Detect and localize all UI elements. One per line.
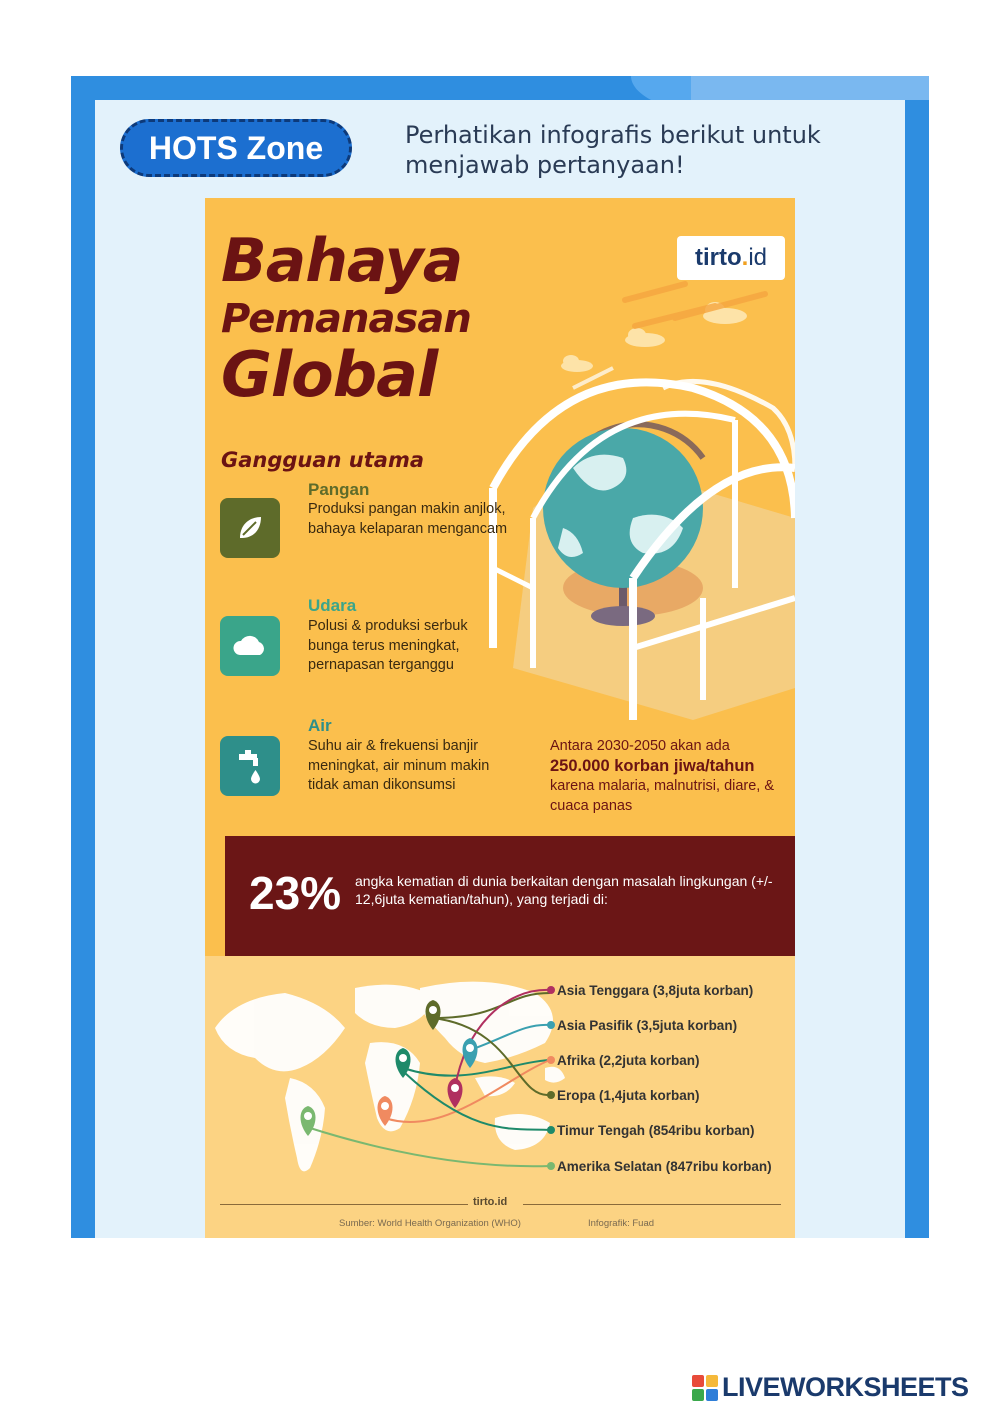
region-asia-pasifik: Asia Pasifik (3,5juta korban) [557,1018,738,1033]
liveworksheets-brand [692,1372,969,1403]
instruction-text: Perhatikan infografis berikut untuk menjawab pertanyaan! [405,121,821,179]
region-amerika-selatan: Amerika Selatan (847ribu korban) [557,1159,772,1174]
designer-credit: Infografik: Fuad [588,1218,655,1229]
region-asia-tenggara: Asia Tenggara (3,8juta korban) [557,983,754,998]
hots-zone-badge [120,119,352,177]
category-title-pangan: Pangan [308,480,370,499]
title-line-2: Pemanasan [221,296,471,342]
liveworksheets-logo-icon [692,1375,718,1401]
category-title-udara: Udara [308,596,357,615]
region-timur-tengah: Timur Tengah (854ribu korban) [557,1123,755,1138]
footer-divider-right [523,1204,781,1205]
section-heading: Gangguan utama [221,448,425,472]
hots-label: HOTS Zone [148,129,324,166]
infographic [205,198,795,1238]
leaf-icon [220,498,280,558]
logo-main: tirto [694,244,742,271]
footer-brand: tirto.id [473,1196,508,1208]
casualty-note [550,736,790,816]
category-desc-pangan: Produksi pangan makin anjlok, bahaya kelaparan mengancam [308,501,508,537]
category-desc-udara: Polusi & produksi serbuk bunga terus meningkat, pernapasan terganggu [308,618,468,673]
stat-band [225,836,795,956]
decor-strip [691,76,929,100]
title-line-3: Global [221,338,438,411]
cloud-icon [220,616,280,676]
stat-text: angka kematian di dunia berkaitan dengan masalah lingkungan (+/- 12,6juta kematian/tahun), yang terjadi di: [355,873,773,907]
note-line-2: karena malaria, malnutrisi, diare, & cuaca panas [550,778,775,814]
footer-divider-left [220,1204,468,1205]
category-desc-air: Suhu air & frekuensi banjir meningkat, air minum makin tidak aman dikonsumsi [308,738,490,793]
title-line-1: Bahaya [221,226,463,296]
liveworksheets-wordmark: LIVEWORKSHEETS [722,1372,969,1402]
greenhouse-globe-illustration [473,348,795,720]
region-eropa: Eropa (1,4juta korban) [557,1088,700,1103]
source-credit: Sumber: World Health Organization (WHO) [339,1218,521,1229]
logo-id: id [748,244,767,271]
category-title-air: Air [308,716,332,735]
stat-percent: 23% [249,867,342,919]
note-highlight: 250.000 korban jiwa/tahun [550,757,755,775]
region-afrika: Afrika (2,2juta korban) [557,1053,700,1068]
logo-dot: . [741,244,749,271]
note-line-1: Antara 2030-2050 akan ada [550,738,730,754]
faucet-icon [220,736,280,796]
